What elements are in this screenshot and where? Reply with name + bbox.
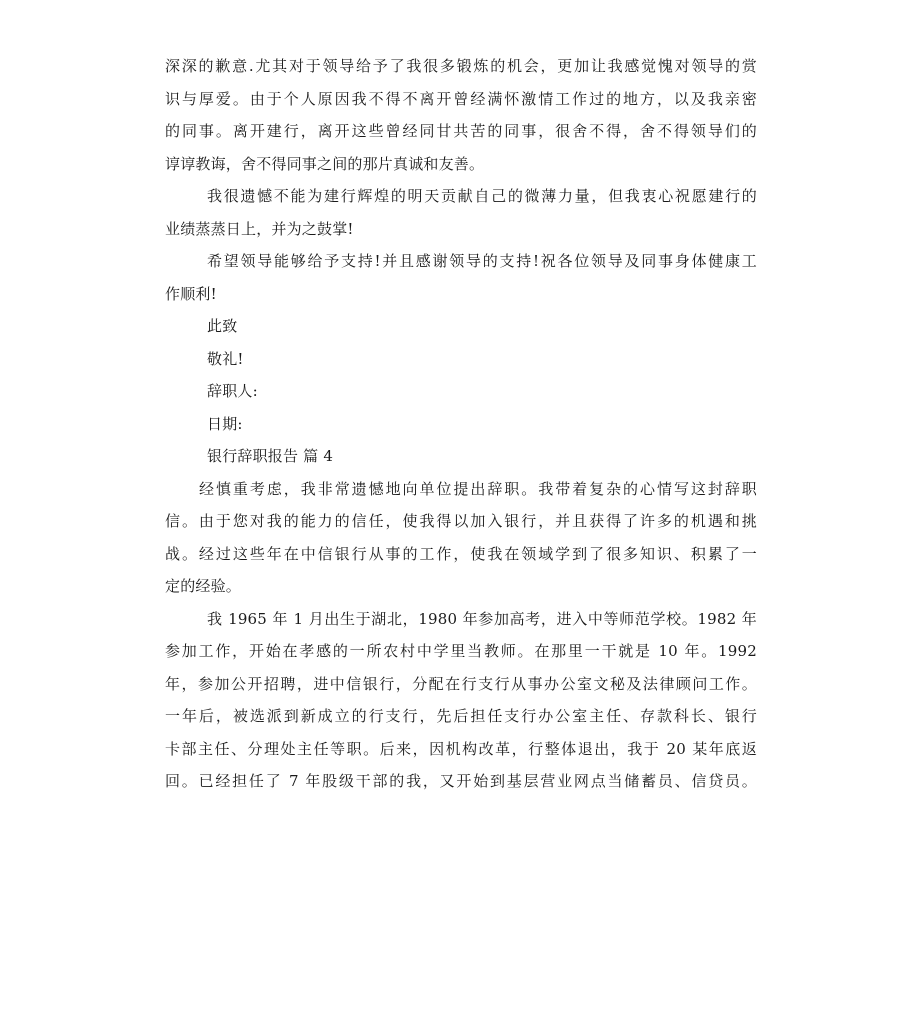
- text-line: 谆谆教诲，舍不得同事之间的那片真诚和友善。: [165, 154, 485, 173]
- text-line: 信。由于您对我的能力的信任，使我得以加入银行，并且获得了许多的机遇和挑: [165, 512, 757, 530]
- text-line: 识与厚爱。由于个人原因我不得不离开曾经满怀激情工作过的地方，以及我亲密: [165, 89, 757, 108]
- text-line: 我 1965 年 1 月出生于湖北，1980 年参加高考，进入中等师范学校。1982 年: [207, 609, 757, 628]
- text-line: 敬礼!: [207, 349, 244, 368]
- text-line: 此致: [207, 317, 238, 335]
- text-line: 我很遗憾不能为建行辉煌的明天贡献自己的微薄力量，但我衷心祝愿建行的: [207, 187, 757, 205]
- text-line: 卡部主任、分理处主任等职。后来，因机构改革，行整体退出，我于 20 某年底返: [165, 739, 757, 758]
- document-page: [165, 50, 757, 798]
- text-line: 希望领导能够给予支持!并且感谢领导的支持!祝各位领导及同事身体健康工: [207, 252, 757, 270]
- text-line: 日期:: [207, 414, 243, 433]
- text-line: 参加工作，开始在孝感的一所农村中学里当教师。在那里一干就是 10 年。1992: [165, 642, 757, 660]
- text-line: 作顺利!: [165, 284, 217, 303]
- text-line: 战。经过这些年在中信银行从事的工作，使我在领域学到了很多知识、积累了一: [165, 544, 757, 563]
- text-line: 回。已经担任了 7 年股级干部的我，又开始到基层营业网点当储蓄员、信贷员。: [165, 772, 757, 790]
- text-line: 深深的歉意.尤其对于领导给予了我很多锻炼的机会，更加让我感觉愧对领导的赏: [165, 57, 757, 75]
- text-line: 经慎重考虑，我非常遗憾地向单位提出辞职。我带着复杂的心情写这封辞职: [199, 479, 757, 498]
- text-line: 一年后，被选派到新成立的行支行，先后担任支行办公室主任、存款科长、银行: [165, 707, 757, 725]
- text-line: 银行辞职报告 篇 4: [207, 447, 334, 465]
- text-line: 辞职人:: [207, 382, 258, 400]
- text-line: 的同事。离开建行，离开这些曾经同甘共苦的同事，很舍不得，舍不得领导们的: [165, 122, 757, 140]
- text-line: 定的经验。: [165, 577, 242, 595]
- text-line: 业绩蒸蒸日上，并为之鼓掌!: [165, 219, 354, 238]
- text-line: 年，参加公开招聘，进中信银行，分配在行支行从事办公室文秘及法律顾问工作。: [165, 674, 757, 693]
